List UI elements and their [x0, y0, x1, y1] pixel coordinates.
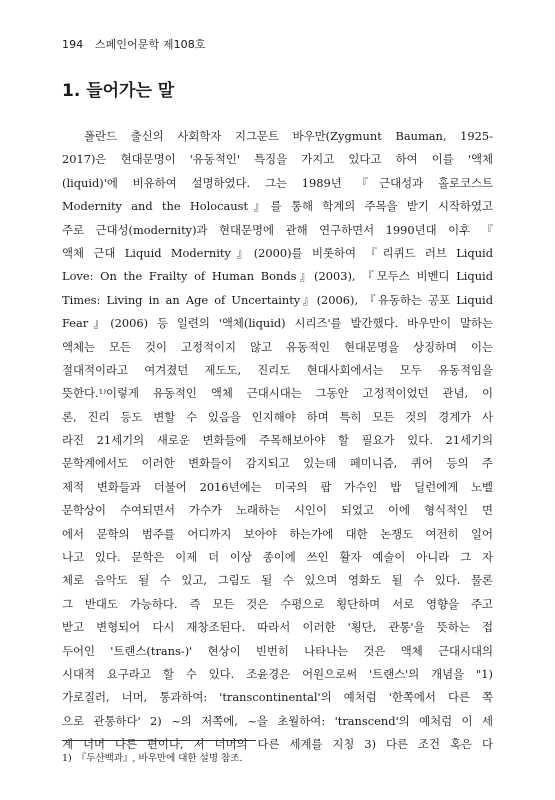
section-heading: 1. 들어가는 말 [62, 81, 175, 101]
footnote-label: 1) [62, 753, 72, 764]
footnote-divider [62, 740, 256, 741]
text-line: 가로질러, 너머, 통과하여: 'transcontinental'의 예처럼 '한쪽에서 다른 쪽 [62, 690, 493, 705]
text-line: 액체 근대 Liquid Modernity』(2000)를 비롯하여 『리퀴드 러브 Liquid [62, 245, 493, 260]
text-line: 론, 진리 등도 변할 수 있음을 인지해야 하며 특히 모든 것의 경계가 사 [62, 409, 493, 424]
running-header [62, 36, 206, 52]
text-line: 계 너머 다른 편이나, 저 너머의 다른 세계를 지칭 3) 다른 조건 혹은 다 [62, 737, 493, 752]
text-line: 받고 변형되어 다시 재창조된다. 따라서 이러한 '횡단, 관통'을 뜻하는 접 [62, 620, 493, 635]
text-line: 체로 음악도 될 수 있고, 그림도 될 수 있으며 영화도 될 수 있다. 물론 [62, 573, 493, 588]
body-paragraph [62, 125, 493, 757]
journal-title: 스페인어문학 제108호 [94, 38, 206, 51]
text-line: 그 반대도 가능하다. 즉 모든 것은 수평으로 횡단하며 서로 영향을 주고 [62, 596, 493, 611]
text-line: 나고 있다. 문학은 이제 더 이상 종이에 쓰인 활자 예술이 아니라 그 자 [62, 550, 493, 565]
footnote-text: 『두산백과』, 바우만에 대한 설명 참조. [76, 753, 243, 764]
text-line: 문학계에서도 이러한 변화들이 감지되고 있는데 페미니즘, 퀴어 등의 주 [62, 456, 493, 471]
page-number: 194 [62, 38, 84, 51]
text-line: 시대적 요구라고 할 수 있다. 조윤경은 어원으로써 '트랜스'의 개념을 "1) [62, 666, 493, 681]
footnote [62, 750, 242, 764]
text-line: 주로 근대성(modernity)과 현대문명에 관해 연구하면서 1990년대 이후 『 [62, 222, 493, 237]
text-line: Fear』(2006) 등 일련의 '액체(liquid) 시리즈'를 발간했다. 바우만이 말하는 [62, 316, 493, 331]
text-line: 폴란드 출신의 사회학자 지그문트 바우만(Zygmunt Bauman, 1925- [84, 129, 493, 143]
text-line: 두어인 '트랜스(trans-)' 현상이 빈번히 나타나는 것은 액체 근대시대의 [62, 643, 493, 658]
text-line: 문학상이 수여되면서 가수가 노래하는 시인이 되었고 이에 형식적인 면 [62, 503, 493, 518]
text-line: Modernity and the Holocaust』를 통해 학계의 주목을 받기 시작하였고 [62, 199, 493, 214]
text-line: 뜻한다.¹⁾이렇게 유동적인 액체 근대시대는 그동안 고정적이었던 관념, 이 [62, 386, 493, 401]
text-line: Times: Living in an Age of Uncertainty』(2006), 『유동하는 공포 Liquid [62, 292, 493, 307]
text-line: 절대적이라고 여겨졌던 제도도, 진리도 현대사회에서는 모두 유동적임을 [62, 362, 493, 377]
text-line: 2017)은 현대문명이 '유동적인' 특징을 가지고 있다고 하여 이를 '액체 [62, 152, 493, 167]
text-line: 라진 21세기의 새로운 변화들에 주목해보아야 할 필요가 있다. 21세기의 [62, 433, 493, 448]
text-line: Love: On the Frailty of Human Bonds』(2003), 『모두스 비벤디 Liquid [62, 269, 493, 284]
text-line: 액체는 모든 것이 고정적이지 않고 유동적인 현대문명을 상징하며 이는 [62, 339, 493, 354]
text-line: 에서 문학의 범주를 어디까지 보아야 하는가에 대한 논쟁도 여전히 일어 [62, 526, 493, 541]
text-line: 제적 변화들과 더불어 2016년에는 미국의 팝 가수인 밥 딜런에게 노벨 [62, 479, 493, 494]
text-line: 으로 관통하다' 2) ~의 저쪽에, ~을 초월하여: 'transcend'의 예처럼 이 세 [62, 713, 493, 728]
text-line: (liquid)'에 비유하여 설명하였다. 그는 1989년 『근대성과 홀로코스트 [62, 175, 493, 190]
